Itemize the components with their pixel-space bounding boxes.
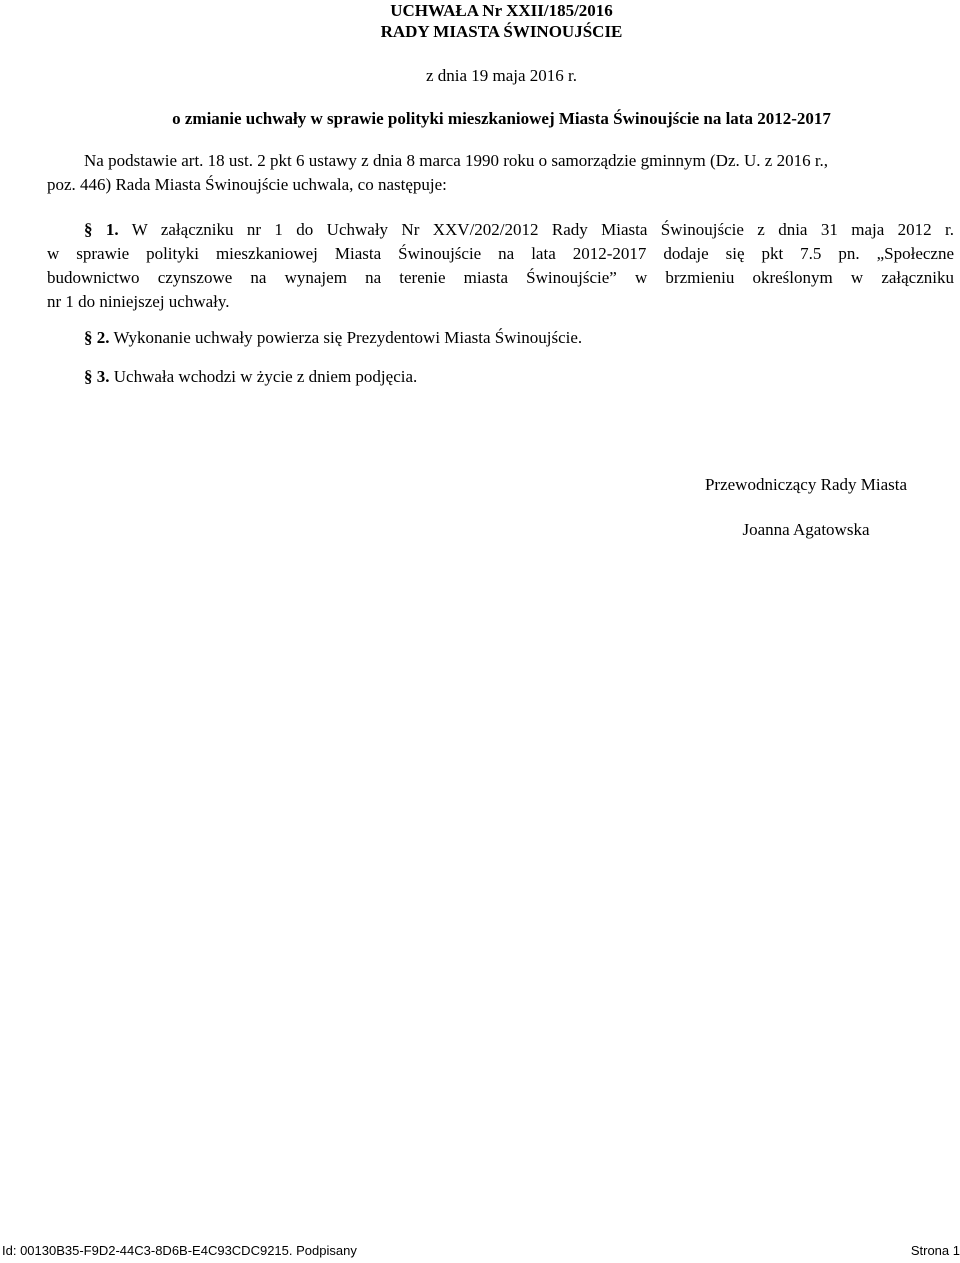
section-1-number: § 1.: [84, 220, 119, 239]
section-1-line-4: nr 1 do niniejszej uchwały.: [47, 292, 230, 311]
signature-name: Joanna Agatowska: [742, 520, 870, 539]
resolution-title: [0, 0, 960, 42]
signature-role: Przewodniczący Rady Miasta: [704, 475, 908, 494]
section-2-number: § 2.: [84, 328, 110, 347]
section-3: [84, 365, 417, 389]
section-1-line-1: W załączniku nr 1 do Uchwały Nr XXV/202/2012 Rady Miasta Świnoujście z dnia 31 maja 2012 r.: [131, 220, 955, 239]
section-2-text: Wykonanie uchwały powierza się Prezydentowi Miasta Świnoujście.: [113, 328, 583, 347]
section-3-number: § 3.: [84, 367, 110, 386]
resolution-date: z dnia 19 maja 2016 r.: [425, 66, 578, 85]
legal-basis-line-2: poz. 446) Rada Miasta Świnoujście uchwala, co następuje:: [47, 175, 447, 194]
legal-basis: [47, 149, 954, 197]
section-3-text: Uchwała wchodzi w życie z dniem podjęcia.: [113, 367, 418, 386]
document-id: Id: 00130B35-F9D2-44C3-8D6B-E4C93CDC9215. Podpisany: [2, 1243, 357, 1258]
section-2: [84, 326, 582, 350]
section-1: [47, 218, 954, 314]
legal-basis-line-1: Na podstawie art. 18 ust. 2 pkt 6 ustawy z dnia 8 marca 1990 roku o samorządzie gminnym (Dz. U. z 2016 r.,: [84, 151, 829, 170]
resolution-subject: o zmianie uchwały w sprawie polityki mieszkaniowej Miasta Świnoujście na lata 2012-2017: [172, 109, 831, 128]
title-line-number: UCHWAŁA Nr XXII/185/2016: [390, 1, 613, 20]
page-number: Strona 1: [910, 1243, 960, 1258]
section-1-line-3: budownictwo czynszowe na wynajem na terenie miasta Świnoujście” w brzmieniu określonym w załączniku: [47, 268, 954, 287]
section-1-line-2: w sprawie polityki mieszkaniowej Miasta Świnoujście na lata 2012-2017 dodaje się pkt 7.5 pn. „Społeczne: [47, 244, 954, 263]
title-line-council: RADY MIASTA ŚWINOUJŚCIE: [380, 22, 623, 41]
page-footer: [0, 1239, 960, 1263]
